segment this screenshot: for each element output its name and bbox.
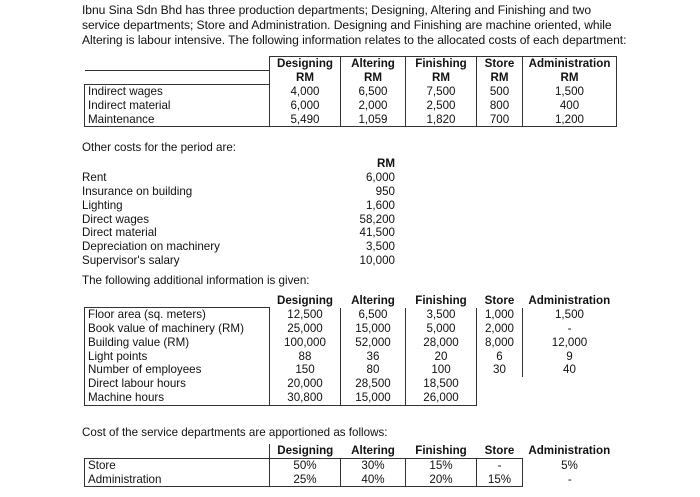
cost-label: Direct wages: [82, 212, 150, 226]
cell-value: 2,500: [406, 99, 477, 113]
col-header: Finishing: [406, 444, 477, 458]
cell-value: 3,500: [406, 308, 477, 322]
cell-value: 18,500: [406, 377, 477, 391]
col-header: Designing: [270, 57, 341, 71]
table-corner: [85, 71, 270, 85]
cost-label: Depreciation on machinery: [82, 240, 220, 254]
table-row: [85, 113, 617, 127]
row-label: Direct labour hours: [85, 377, 270, 391]
cell-value: 15%: [406, 458, 477, 472]
intro-line: service departments; Store and Administration. Designing and Finishing are machine oriented, while: [82, 18, 612, 33]
col-header: Designing: [276, 294, 334, 307]
cell-value: 800: [477, 99, 523, 113]
col-header: Administration: [523, 57, 617, 71]
cell-value: -: [567, 472, 572, 486]
cell-value: 5,490: [270, 113, 341, 127]
col-header: Altering: [351, 294, 395, 307]
table-corner: [85, 57, 270, 71]
cost-label: Direct material: [82, 226, 157, 240]
table-row: [85, 391, 617, 405]
cell-value: 150: [270, 363, 341, 377]
table-row: [85, 458, 617, 472]
other-costs-title: Other costs for the period are:: [82, 141, 237, 154]
cell-value: 6,500: [341, 308, 406, 322]
cell-value: 2,000: [341, 99, 406, 113]
cell-value: 80: [341, 363, 406, 377]
row-label: Administration: [85, 473, 270, 487]
cell-value: [523, 377, 617, 391]
cost-value: 950: [375, 184, 395, 198]
row-label: Indirect wages: [85, 85, 270, 99]
cell-value: 6,000: [270, 99, 341, 113]
unit-header: RM: [477, 71, 523, 85]
cell-value: 15,000: [341, 391, 406, 405]
cell-value: 28,500: [341, 377, 406, 391]
cost-value: 6,000: [365, 170, 395, 184]
cell-value: 20%: [406, 473, 477, 487]
col-header: Store: [477, 57, 523, 71]
row-label: Machine hours: [85, 391, 270, 405]
col-header: Store: [477, 444, 523, 458]
cell-value: 9: [566, 349, 573, 363]
col-header: Store: [484, 294, 515, 307]
cell-value: 1,059: [341, 113, 406, 127]
cell-value: 6,500: [341, 85, 406, 99]
table-row: [85, 85, 617, 99]
table-row: [85, 377, 617, 391]
cost-label: Rent: [82, 170, 107, 184]
cell-value: -: [567, 322, 572, 336]
cell-value: 2,000: [477, 322, 523, 336]
row-label: Floor area (sq. meters): [85, 308, 270, 322]
cell-value: 40: [563, 363, 576, 377]
cell-value: 20,000: [270, 377, 341, 391]
cell-value: 100: [406, 363, 477, 377]
cell-value: 52,000: [341, 336, 406, 350]
col-header: Finishing: [406, 57, 477, 71]
unit-header: RM: [270, 71, 341, 85]
cell-value: 30: [477, 363, 523, 377]
cell-value: 25%: [270, 473, 341, 487]
unit-header: RM: [406, 71, 477, 85]
col-header: Designing: [270, 444, 341, 458]
unit-header: RM: [341, 71, 406, 85]
row-label: Maintenance: [85, 113, 270, 127]
cell-value: 15,000: [341, 322, 406, 336]
cell-value: 30%: [341, 458, 406, 472]
col-header: Administration: [528, 294, 611, 307]
row-label: Building value (RM): [85, 336, 270, 350]
allocated-costs-table: [84, 56, 617, 127]
cell-value: 26,000: [406, 391, 477, 405]
cell-value: [523, 391, 617, 405]
cell-value: 30,800: [270, 391, 341, 405]
cost-value: 10,000: [359, 254, 395, 268]
col-header: Altering: [341, 57, 406, 71]
cell-value: 5,000: [406, 322, 477, 336]
table-corner: [85, 294, 270, 308]
cell-value: 1,820: [406, 113, 477, 127]
table-row: [85, 473, 617, 487]
cell-value: 400: [523, 99, 617, 113]
row-label: Light points: [85, 350, 270, 364]
cost-label: Supervisor's salary: [82, 254, 180, 268]
cost-label: Lighting: [82, 198, 123, 212]
apportionment-title: Cost of the service departments are apportioned as follows:: [82, 426, 388, 439]
table-row: [85, 336, 617, 350]
cost-value: 58,200: [359, 212, 395, 226]
cell-value: [477, 391, 523, 405]
row-label: Store: [85, 458, 270, 472]
table-row: [85, 308, 617, 322]
table-row: [85, 363, 617, 377]
cell-value: 15%: [477, 473, 523, 487]
table-row: [85, 322, 617, 336]
cell-value: [477, 377, 523, 391]
unit-header: RM: [523, 71, 617, 85]
cell-value: 100,000: [270, 336, 341, 350]
additional-info-table: [84, 294, 617, 406]
cell-value: 1,000: [477, 308, 523, 322]
apportionment-table: [84, 444, 617, 487]
cell-value: 5%: [561, 458, 578, 472]
row-label: Book value of machinery (RM): [85, 322, 270, 336]
other-costs-unit: RM: [376, 157, 395, 170]
cell-value: 1,200: [523, 113, 617, 127]
row-label: Number of employees: [85, 363, 270, 377]
cell-value: 20: [406, 350, 477, 364]
intro-line: Ibnu Sina Sdn Bhd has three production departments; Designing, Altering and Finishing and two: [82, 3, 591, 17]
cell-value: -: [477, 458, 523, 472]
cell-value: 6: [477, 350, 523, 364]
cell-value: 7,500: [406, 85, 477, 99]
cell-value: 25,000: [270, 322, 341, 336]
col-header: Administration: [528, 444, 611, 458]
col-header: Finishing: [415, 294, 467, 307]
cell-value: 12,000: [551, 335, 588, 349]
cell-value: 28,000: [406, 336, 477, 350]
additional-info-title: The following additional information is given:: [82, 274, 310, 287]
cell-value: 1,500: [554, 308, 584, 322]
table-row: [85, 99, 617, 113]
cell-value: 8,000: [477, 336, 523, 350]
intro-paragraph: [82, 3, 642, 49]
table-row: [85, 350, 617, 364]
cell-value: 500: [477, 85, 523, 99]
cell-value: 4,000: [270, 85, 341, 99]
col-header: Altering: [341, 444, 406, 458]
intro-line: Altering is labour intensive. The following information relates to the allocated costs of each department:: [82, 33, 627, 48]
row-label: Indirect material: [85, 99, 270, 113]
cell-value: 40%: [341, 473, 406, 487]
cell-value: 50%: [270, 458, 341, 472]
cell-value: 12,500: [270, 308, 341, 322]
cost-value: 41,500: [359, 226, 395, 240]
cell-value: 88: [270, 350, 341, 364]
table-corner: [85, 444, 270, 458]
cell-value: 1,500: [523, 85, 617, 99]
cost-value: 1,600: [365, 198, 395, 212]
cost-value: 3,500: [365, 240, 395, 254]
cell-value: 700: [477, 113, 523, 127]
cell-value: 36: [341, 350, 406, 364]
cost-label: Insurance on building: [82, 184, 193, 198]
